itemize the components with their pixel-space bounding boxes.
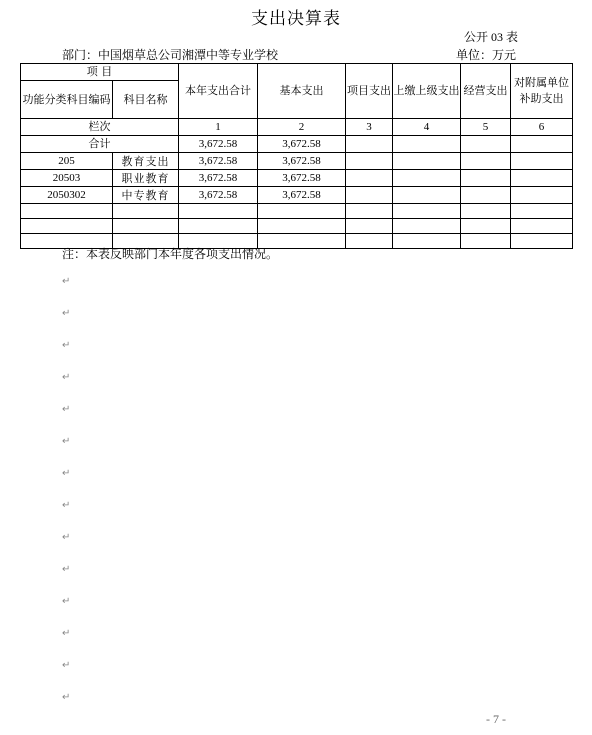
value-cell <box>511 219 573 234</box>
total-cell: 3,672.58 <box>179 136 258 153</box>
index-cell: 1 <box>179 119 258 136</box>
value-cell: 3,672.58 <box>258 170 346 187</box>
table-row <box>21 153 573 170</box>
header-operating: 经营支出 <box>461 64 511 119</box>
value-cell <box>511 234 573 249</box>
value-cell: 3,672.58 <box>179 187 258 204</box>
total-row-label: 合计 <box>21 136 179 153</box>
header-upper: 上缴上级支出 <box>393 64 461 119</box>
value-cell <box>461 219 511 234</box>
expenditure-table <box>20 63 573 249</box>
value-cell <box>346 170 393 187</box>
value-cell <box>393 204 461 219</box>
paragraph-mark-icon: ↵ <box>62 468 71 479</box>
paragraph-mark-icon: ↵ <box>62 692 71 703</box>
index-cell: 5 <box>461 119 511 136</box>
paragraph-mark-icon: ↵ <box>62 404 71 415</box>
page-title: 支出决算表 <box>251 9 341 29</box>
func-code-cell: 2050302 <box>21 187 113 204</box>
value-cell <box>346 219 393 234</box>
value-cell <box>346 153 393 170</box>
table-note: 注：本表反映部门本年度各项支出情况。 <box>62 247 279 261</box>
paragraph-mark-icon: ↵ <box>62 532 71 543</box>
index-row-label: 栏次 <box>21 119 179 136</box>
paragraph-mark-icon: ↵ <box>62 276 71 287</box>
paragraph-mark-icon: ↵ <box>62 660 71 671</box>
total-cell <box>393 136 461 153</box>
value-cell: 3,672.58 <box>179 153 258 170</box>
paragraph-mark-icon: ↵ <box>62 372 71 383</box>
value-cell <box>179 204 258 219</box>
index-cell: 2 <box>258 119 346 136</box>
func-code-cell <box>21 204 113 219</box>
header-func-code: 功能分类科目编码 <box>21 81 113 119</box>
func-code-cell: 205 <box>21 153 113 170</box>
value-cell <box>461 170 511 187</box>
table-row <box>21 204 573 219</box>
total-cell <box>461 136 511 153</box>
value-cell <box>179 219 258 234</box>
value-cell: 3,672.58 <box>258 153 346 170</box>
value-cell <box>461 204 511 219</box>
header-subject-name: 科目名称 <box>113 81 179 119</box>
paragraph-mark-icon: ↵ <box>62 564 71 575</box>
paragraph-mark-icon: ↵ <box>62 628 71 639</box>
paragraph-mark-icon: ↵ <box>62 596 71 607</box>
total-cell <box>511 136 573 153</box>
paragraph-mark-icon: ↵ <box>62 500 71 511</box>
func-code-cell <box>21 219 113 234</box>
value-cell <box>393 234 461 249</box>
value-cell <box>511 204 573 219</box>
department-label: 部门：中国烟草总公司湘潭中等专业学校 <box>62 48 279 62</box>
table-row <box>21 170 573 187</box>
table-row <box>21 219 573 234</box>
func-code-cell: 20503 <box>21 170 113 187</box>
header-total: 本年支出合计 <box>179 64 258 119</box>
index-cell: 3 <box>346 119 393 136</box>
value-cell: 3,672.58 <box>258 187 346 204</box>
index-cell: 6 <box>511 119 573 136</box>
table-row <box>21 187 573 204</box>
value-cell <box>258 219 346 234</box>
subject-name-cell: 中专教育 <box>113 187 179 204</box>
paragraph-mark-icon: ↵ <box>62 436 71 447</box>
total-cell <box>346 136 393 153</box>
value-cell <box>346 187 393 204</box>
subject-name-cell <box>113 204 179 219</box>
value-cell <box>461 187 511 204</box>
value-cell <box>346 234 393 249</box>
header-subsidy: 对附属单位补助支出 <box>511 64 573 119</box>
paragraph-mark-icon: ↵ <box>62 308 71 319</box>
value-cell <box>393 170 461 187</box>
header-project: 项目支出 <box>346 64 393 119</box>
value-cell <box>511 187 573 204</box>
value-cell <box>393 187 461 204</box>
subject-name-cell: 教育支出 <box>113 153 179 170</box>
index-cell: 4 <box>393 119 461 136</box>
form-number: 公开 03 表 <box>464 30 519 44</box>
value-cell <box>258 204 346 219</box>
value-cell <box>461 153 511 170</box>
subject-name-cell <box>113 219 179 234</box>
value-cell <box>511 170 573 187</box>
header-item: 项 目 <box>21 64 179 81</box>
value-cell <box>393 219 461 234</box>
value-cell: 3,672.58 <box>179 170 258 187</box>
value-cell <box>346 204 393 219</box>
page-number: - 7 - <box>486 712 506 726</box>
total-cell: 3,672.58 <box>258 136 346 153</box>
header-basic: 基本支出 <box>258 64 346 119</box>
value-cell <box>461 234 511 249</box>
unit-label: 单位：万元 <box>456 48 517 62</box>
paragraph-mark-icon: ↵ <box>62 340 71 351</box>
value-cell <box>511 153 573 170</box>
subject-name-cell: 职业教育 <box>113 170 179 187</box>
value-cell <box>393 153 461 170</box>
